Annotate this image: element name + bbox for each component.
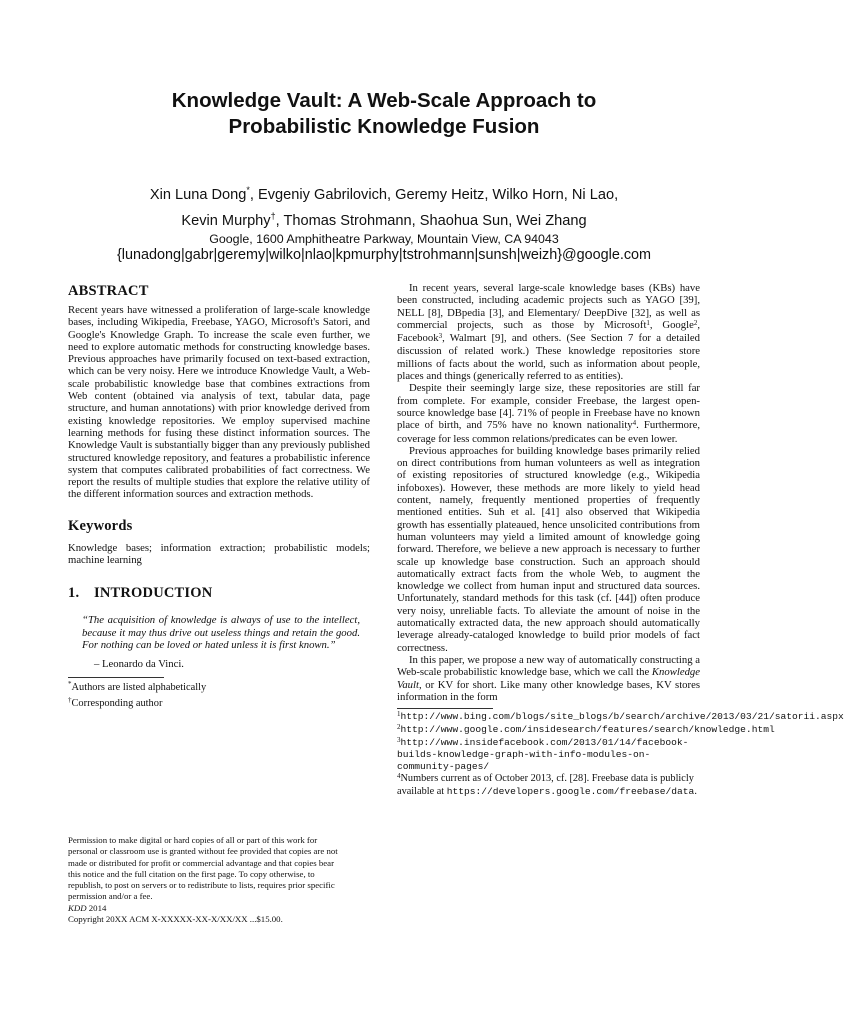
permission-text: Permission to make digital or hard copies of all or part of this work for personal or classroom use is granted without fee provided that copies are not made or distributed for profit or commercial advantage and that copies bear this notice and the full citation on the first page. To copy otherwise, to republish, to post on servers or to redistribute to lists, requires prior specific permission and/or a fee. [68,835,338,902]
footnote-mark: 1 [397,710,401,719]
abstract-heading: ABSTRACT [68,283,149,299]
author-name: Xin Luna Dong [149,187,247,203]
epigraph-quote: “The acquisition of knowledge is always of use to the intellect, because it may thus drive out useless things and retain the good. For nothing can be loved or hated unless it is first known.” [82,614,360,652]
keywords-text: Knowledge bases; information extraction; probabilistic models; machine learning [68,541,370,567]
footnote-text: Corresponding author [71,697,163,709]
footnote-rule [397,708,493,709]
left-column [68,282,370,712]
footnote-text: Numbers current as of October 2013, cf. [28]. Freebase data is publicly available at [397,773,694,797]
right-column [397,282,844,798]
footnote [397,773,700,798]
footnote-ref: 2 [693,318,698,327]
footnote-mark: 4 [397,772,401,781]
footnote-url: https://developers.google.com/freebase/data [446,785,695,797]
paragraph-text: , Facebook [397,318,700,345]
authors-line-1 [0,182,768,208]
intro-paragraph-1 [397,282,700,382]
footnote-url: http://www.google.com/insidesearch/features/search/knowledge.html [400,723,775,735]
paragraph-text: In recent years, several large-scale knowledge bases (KBs) have been constructed, including academic projects such as YAGO [39], NELL [8], DBpedia [3], and Elementary/ DeepDive [32], as well as commercial projects, such as those by Microsoft [397,282,700,331]
epigraph-author: – Leonardo da Vinci. [94,657,184,670]
footnote-mark: * [68,679,72,688]
authors-line-2 [0,208,768,234]
author-emails: {lunadong|gabr|geremy|wilko|nlao|kpmurphy|tstrohmann|sunsh|weizh}@google.com [116,247,652,263]
abstract-text: Recent years have witnessed a proliferation of large-scale knowledge bases, including Wikipedia, Freebase, YAGO, Microsoft's Satori, and Google's Knowledge Graph. To increase the scale even further, we need to explore automatic methods for constructing knowledge bases. Previous approaches have primarily focused on text-based extraction, which can be very noisy. Here we introduce Knowledge Vault, a Web-scale probabilistic knowledge base that combines extractions from Web content (obtained via analysis of text, tabular data, page structure, and human annotations) with prior knowledge derived from existing knowledge repositories. We employ supervised machine learning methods for fusing these distinct information sources. The Knowledge Vault is substantially bigger than any previously published structured knowledge repository, and features a probabilistic inference system that computes calibrated probabilities of fact correctness. We report the results of multiple studies that explore the relative utility of the different information sources and extraction methods. [68,304,370,501]
footnote [397,737,700,773]
section-heading [68,584,370,602]
footnote-mark: 2 [397,722,401,731]
footnote-mark: 3 [397,735,401,744]
paper-title [0,88,768,140]
paragraph-text: , or KV for short. Like many other knowledge bases, KV stores information in the form [397,678,700,703]
system-name: Knowledge Vault [397,666,700,691]
intro-paragraph-3: Previous approaches for building knowledge bases primarily relied on direct contributions from human volunteers as well as integration of existing repositories of structured knowledge (e.g., Wikipedia infoboxes). However, these methods are more likely to yield head content, namely, frequently mentioned properties of frequently mentioned entities. Suh et al. [41] also observed that Wikipedia growth has essentially plateaued, hence unsolicited contributions from human volunteers may yield a limited amount of knowledge going forward. Therefore, we believe a new approach is necessary to further scale up knowledge base construction. Such an approach should automatically extract facts from the whole Web, to augment the knowledge we collect from human input and structured data sources. Unfortunately, standard methods for this task (cf. [44]) often produce very noisy, unreliable facts. To alleviate the amount of noise in the automatically extracted data, the new approach should automatically leverage already-cataloged knowledge to build prior models of fact correctness. [397,444,700,654]
venue-year: 2014 [86,902,107,913]
footnote [68,696,370,712]
author-names: , Evgeniy Gabrilovich, Geremy Heitz, Wilko Horn, Ni Lao, [249,187,619,203]
title-line-2: Probabilistic Knowledge Fusion [228,115,540,138]
footnote-ref: 4 [632,419,637,428]
footnote [68,680,370,696]
intro-paragraph-4 [397,654,700,703]
title-line-1: Knowledge Vault: A Web-Scale Approach to [171,89,597,112]
section-title: INTRODUCTION [94,585,213,602]
section-number: 1. [68,585,80,602]
footnote-rule [68,677,164,678]
footnote-url: http://www.insidefacebook.com/2013/01/14/facebook-builds-knowledge-graph-with-info-modules-on-community-pages/ [397,736,689,773]
paragraph-text: Despite their seemingly large size, these repositories are still far from complete. For example, consider Freebase, the largest open-source knowledge base [4]. 71% of people in Freebase have no known place of birth, and 75% have no known nationality [397,382,700,432]
author-mark: † [270,211,276,221]
footnote-ref: 3 [438,332,443,341]
author-names: , Thomas Strohmann, Shaohua Sun, Wei Zhang [275,213,587,229]
venue-line [68,903,348,914]
copyright-line: Copyright 20XX ACM X-XXXXX-XX-X/XX/XX ...$15.00. [68,914,283,925]
footnote [397,722,775,737]
footnote [397,710,844,724]
author-list [0,182,768,234]
paragraph-text: . Furthermore, coverage for less common relations/predicates can be even lower. [397,419,701,445]
paragraph-text: In this paper, we propose a new way of automatically constructing a Web-scale probabilistic knowledge base, which we call the [397,653,701,679]
footnote-ref: 1 [646,318,650,327]
paragraph-text: , Google [649,318,694,331]
footnote-url: http://www.bing.com/blogs/site_blogs/b/search/archive/2013/03/21/satorii.aspx [400,711,844,723]
affiliation: Google, 1600 Amphitheatre Parkway, Mountain View, CA 94043 [209,232,559,246]
permission-notice [68,835,348,925]
footnote-end: . [694,785,697,797]
author-name: Kevin Murphy [181,213,271,229]
footnote-text: Authors are listed alphabetically [71,681,207,693]
intro-paragraph-2 [397,382,700,444]
paragraph-text: , Walmart [9], and others. (See Section 7 for a detailed discussion of related work.) These knowledge repositories store millions of facts about the world, such as information about people, places and things (generically referred to as entities). [397,332,700,383]
venue-name: KDD [68,902,87,913]
author-mark: * [246,185,250,195]
footnote-mark: † [68,695,72,704]
keywords-heading: Keywords [68,517,133,534]
